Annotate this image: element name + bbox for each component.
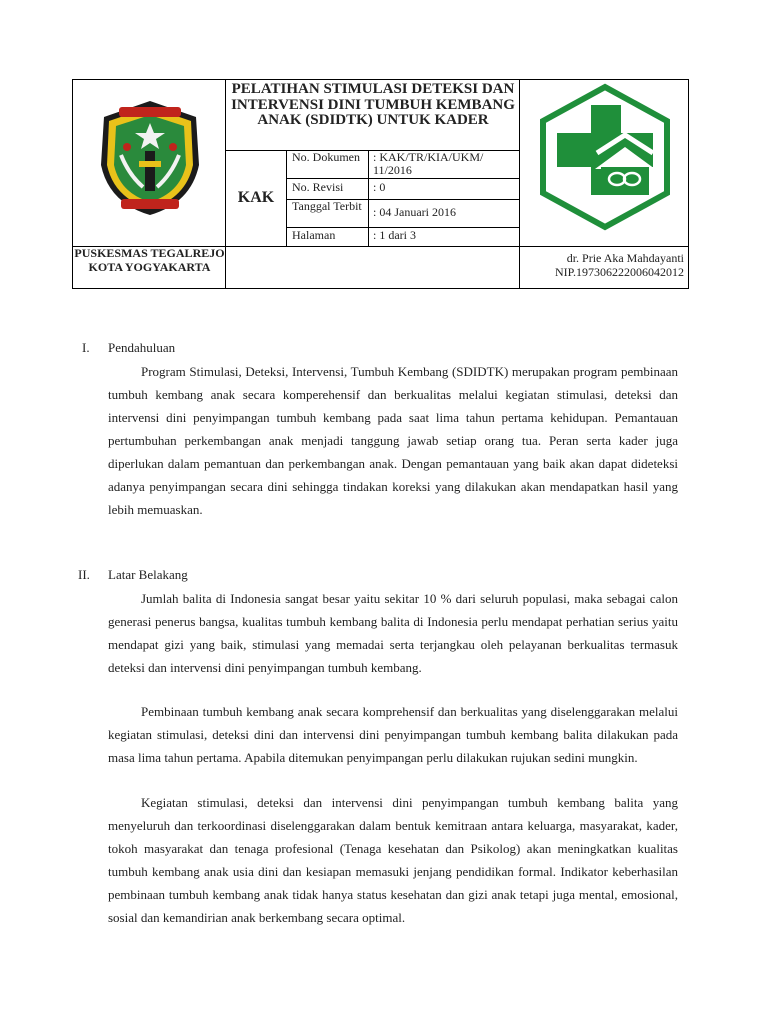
signer-nip: NIP.197306222006042012 bbox=[554, 264, 684, 279]
meta-key-page: Halaman bbox=[292, 228, 336, 242]
meta-value-page: : 1 dari 3 bbox=[373, 228, 416, 242]
city-emblem-logo bbox=[91, 95, 209, 220]
section-title-latar-belakang: Latar Belakang bbox=[108, 567, 188, 582]
meta-key-document-number: No. Dokumen bbox=[292, 150, 360, 164]
meta-value-revision: : 0 bbox=[373, 180, 386, 194]
green-cross-logo bbox=[535, 83, 675, 238]
meta-value-document-number: : KAK/TR/KIA/UKM/ 11/2016 bbox=[373, 150, 484, 177]
document-header-table bbox=[72, 79, 689, 289]
paragraph: Pembinaan tumbuh kembang anak secara komprehensif dan berkualitas yang diselenggarakan melalui kegiatan stimulasi, deteksi dini dan intervensi dini penyimpangan tumbuh kembang balita dilakukan pada masa lima tahun pertama. Apabila ditemukan penyimpangan perlu dilakukan rujukan sedini mungkin. bbox=[108, 704, 678, 765]
organization-name: PUSKESMAS TEGALREJO KOTA YOGYAKARTA bbox=[74, 246, 225, 274]
section-number: I. bbox=[82, 340, 90, 355]
document-type-label: KAK bbox=[237, 189, 275, 206]
signer-block bbox=[520, 246, 690, 289]
paragraph: Program Stimulasi, Deteksi, Intervensi, Tumbuh Kembang (SDIDTK) merupakan program pembinaan tumbuh kembang anak secara komperehensif dan berkualitas melalui kegiatan stimulasi, deteksi dan intervensi dini penyimpangan tumbuh kembang pada saat lima tahun pertama kehidupan. Pemantauan pertumbuhan perkembangan anak menjadi tanggung jawab setiap orang tua. Peran serta kader juga diperlukan dalam pemantuan dan perkembangan anak. Dengan pemantauan yang baik akan dapat dideteksi adanya penyimpangan secara dini sehingga tindakan koreksi yang dilakukan akan mendapatkan hasil yang lebih memuaskan. bbox=[108, 364, 678, 517]
document-title: PELATIHAN STIMULASI DETEKSI DAN INTERVENSI DINI TUMBUH KEMBANG ANAK (SDIDTK) UNTUK KADER bbox=[231, 81, 515, 128]
meta-key-issue-date: Tanggal Terbit bbox=[292, 199, 362, 213]
meta-value-issue-date: : 04 Januari 2016 bbox=[373, 205, 456, 219]
paragraph: Kegiatan stimulasi, deteksi dan intervensi dini penyimpangan tumbuh kembang balita yang menyeluruh dan terkoordinasi diselenggarakan dalam bentuk kemitraan antara keluarga, masyarakat, kader, tokoh masyarakat dan tenaga profesional (Tenaga kesehatan dan Psikolog) akan meningkatkan kualitas tumbuh kembang anak usia dini dan kesiapan memasuki jenjang pendidikan formal. Indikator keberhasilan pembinaan tumbuh kembang anak tidak hanya status kesehatan dan gizi anak tetapi juga mental, emosional, sosial dan kemandirian anak berkembang secara optimal. bbox=[108, 795, 678, 925]
meta-key-revision: No. Revisi bbox=[292, 180, 344, 194]
section-title-pendahuluan: Pendahuluan bbox=[108, 340, 176, 355]
signer-name: dr. Prie Aka Mahdayanti bbox=[566, 251, 684, 265]
paragraph: Jumlah balita di Indonesia sangat besar yaitu sekitar 10 % dari seluruh populasi, maka sebagai calon generasi penerus bangsa, kualitas tumbuh kembang balita di Indonesia perlu mendapat perhatian serius yaitu mendapat gizi yang baik, stimulasi yang memadai serta terjangkau oleh pelayanan berkualitas termasuk deteksi dan intervensi dini penyimpangan tumbuh kembang. bbox=[108, 591, 678, 675]
section-number: II. bbox=[78, 567, 90, 582]
